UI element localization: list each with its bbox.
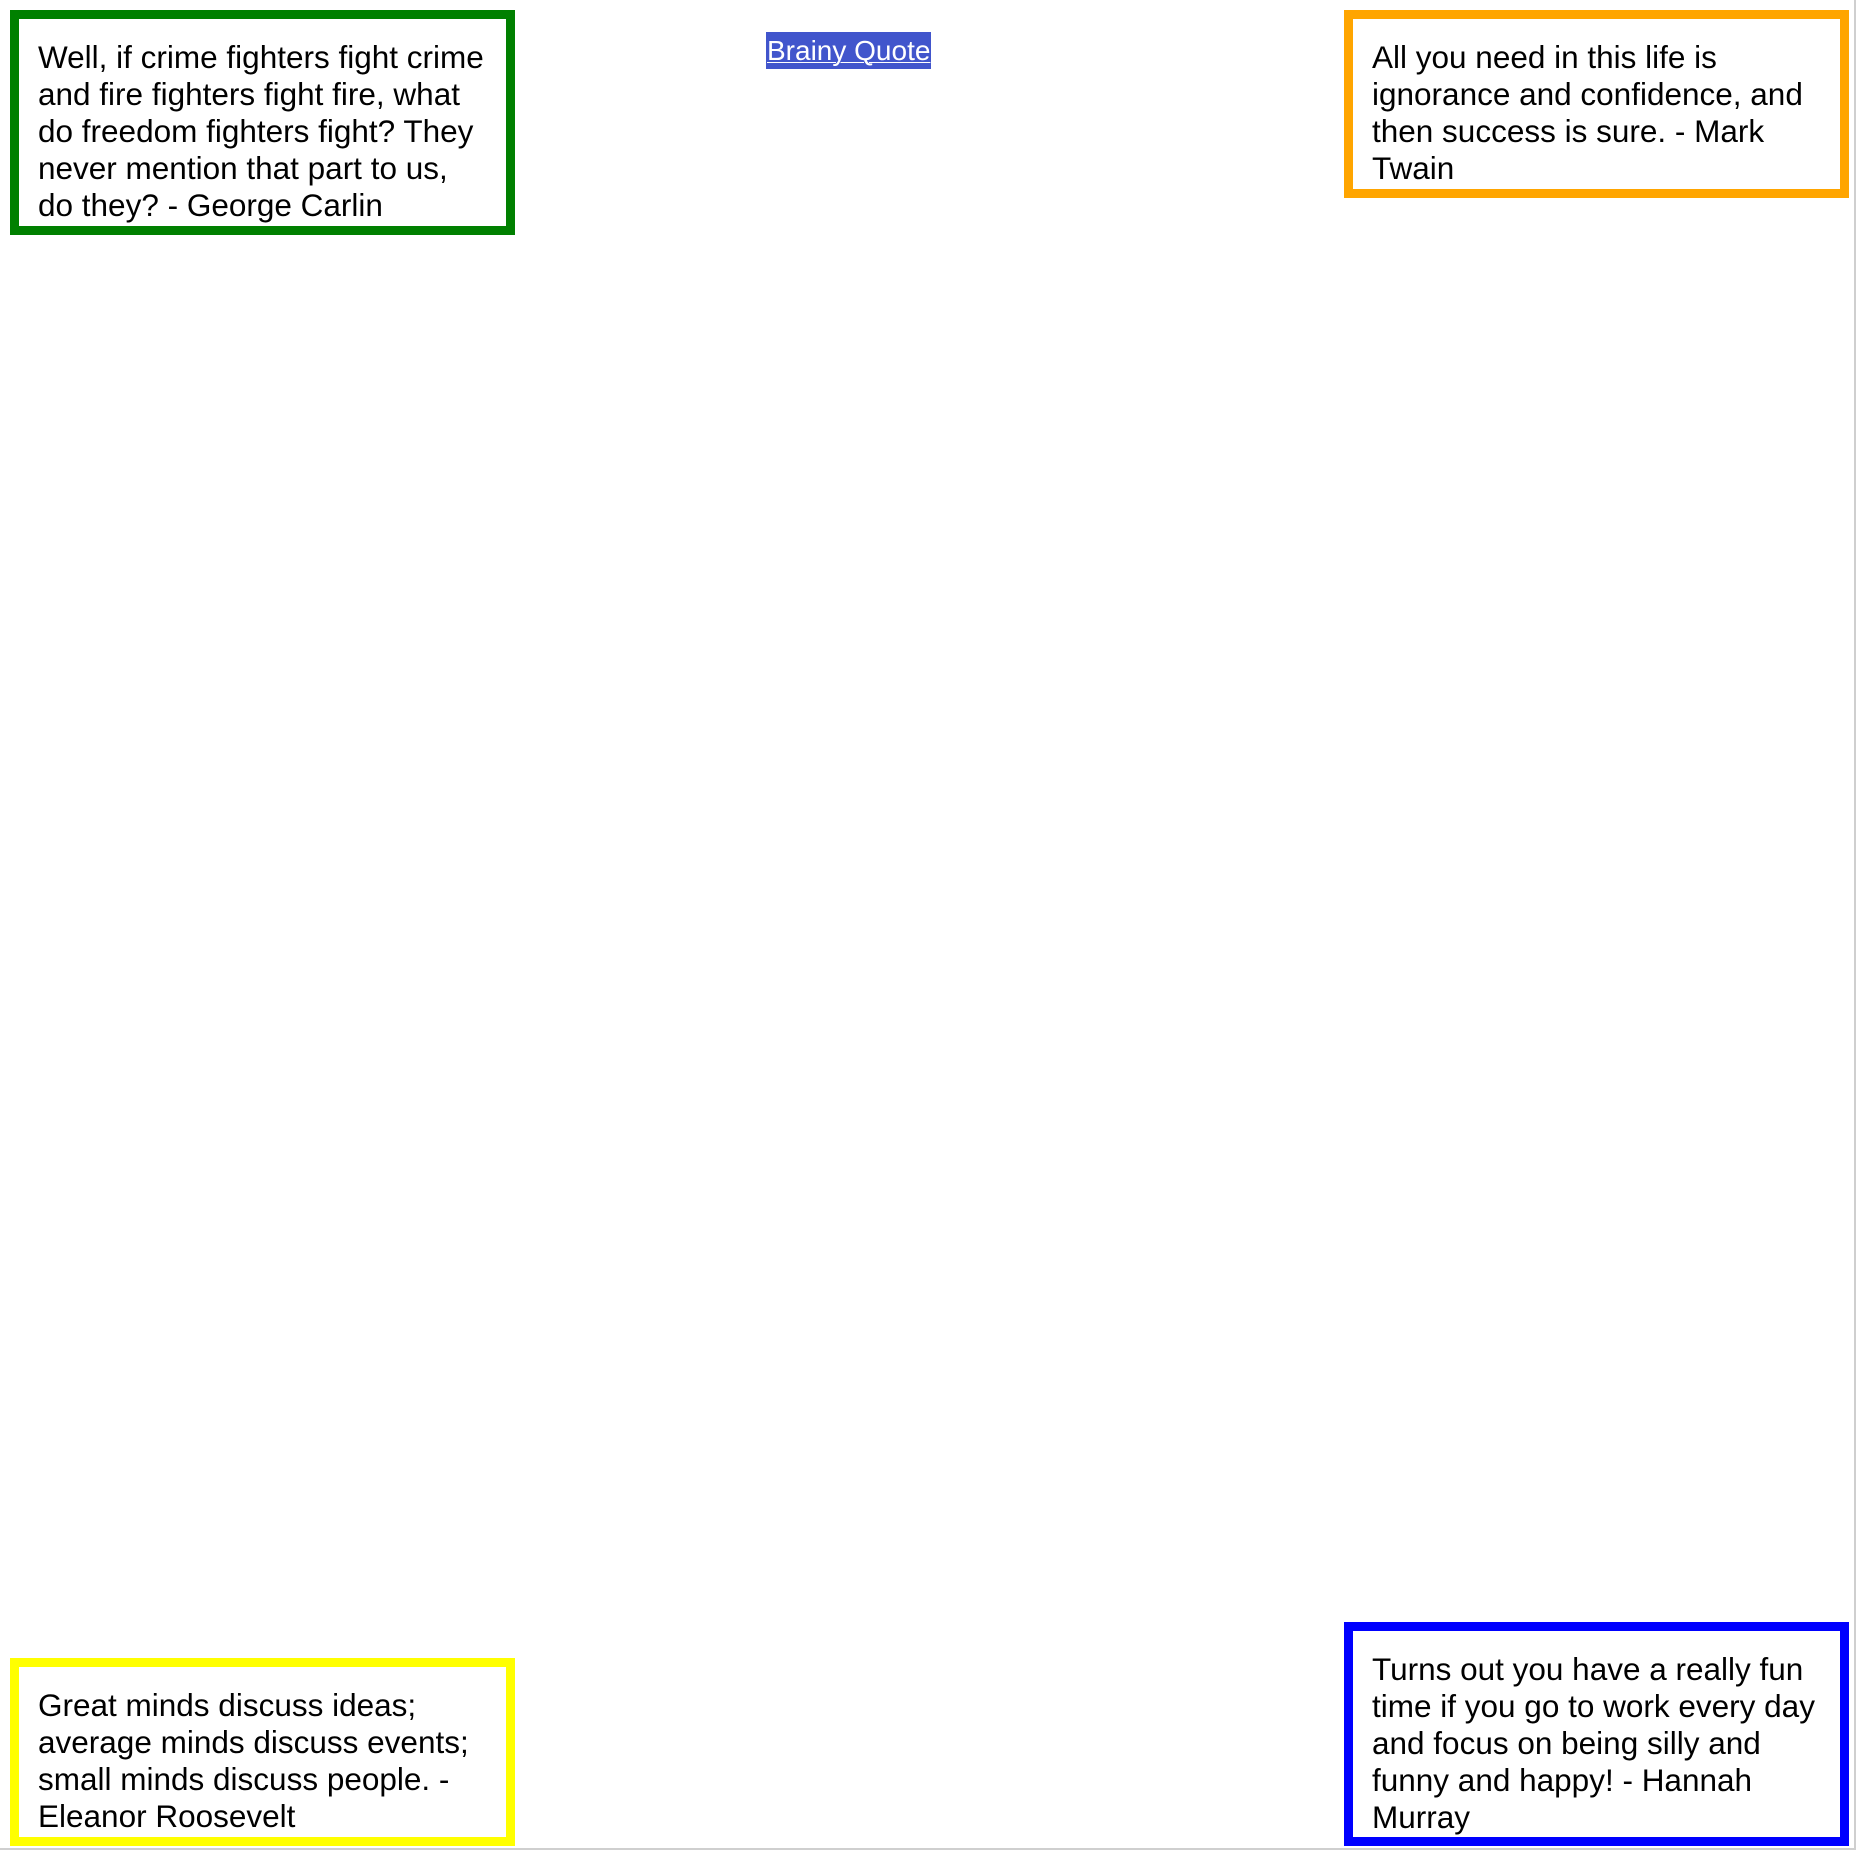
quote-box-bottom-left xyxy=(10,1658,515,1846)
quote-text-bottom-right: Turns out you have a really fun time if you go to work every day and focus on being silly and funny and happy! - Hannah Murray xyxy=(1372,1651,1815,1835)
quote-box-top-right xyxy=(1344,10,1849,198)
brainy-quote-link[interactable]: Brainy Quote xyxy=(766,32,931,69)
quote-text-top-left: Well, if crime fighters fight crime and fire fighters fight fire, what do freedom fighters fight? They never mention that part to us, do they? - George Carlin xyxy=(38,39,484,223)
quote-box-bottom-right xyxy=(1344,1622,1849,1846)
quote-text-top-right: All you need in this life is ignorance and confidence, and then success is sure. - Mark Twain xyxy=(1372,39,1803,186)
quote-box-top-left xyxy=(10,10,515,235)
quote-text-bottom-left: Great minds discuss ideas; average minds discuss events; small minds discuss people. - Eleanor Roosevelt xyxy=(38,1687,469,1834)
